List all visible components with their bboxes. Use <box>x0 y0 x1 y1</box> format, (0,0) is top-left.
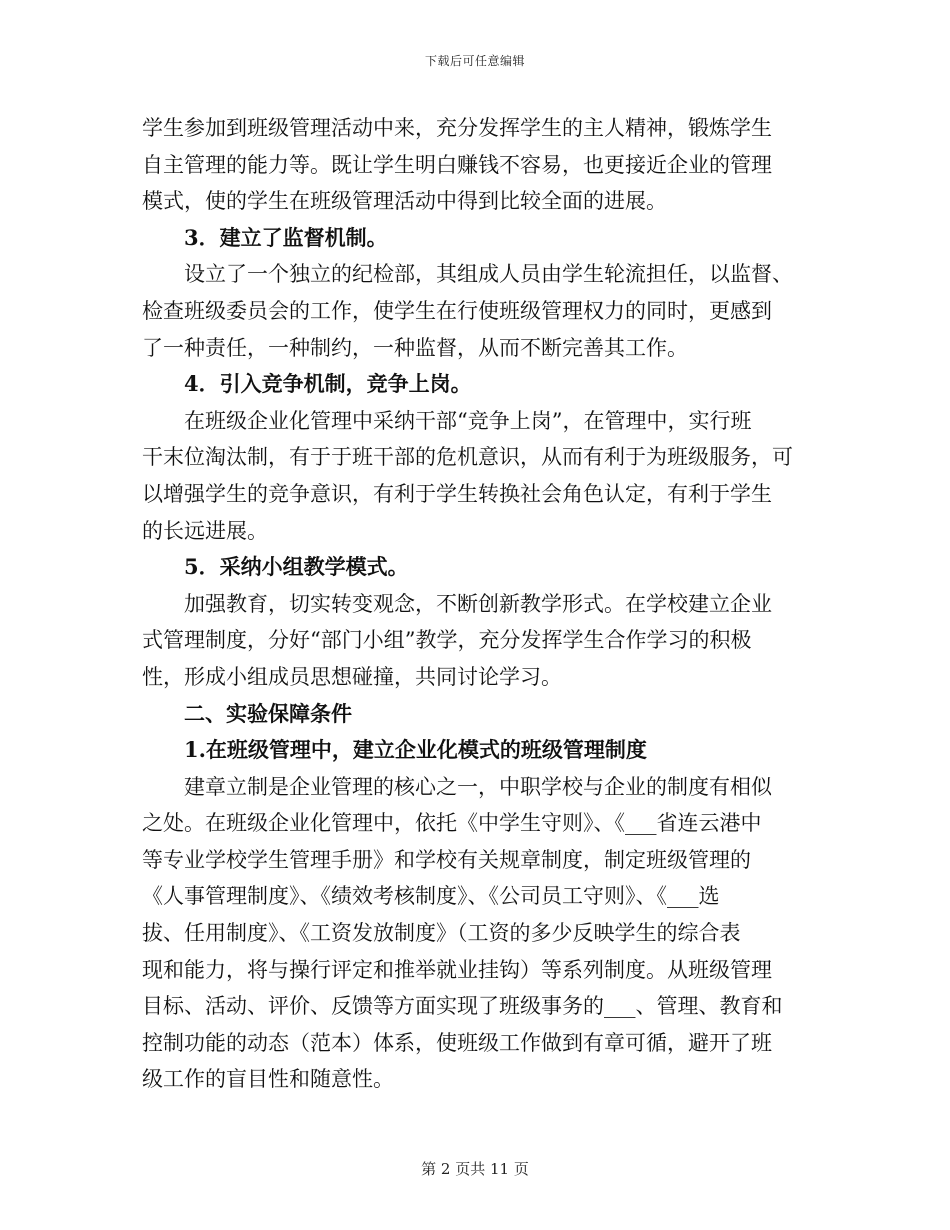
section-heading: 4．引入竞争机制，竞争上岗。 <box>184 371 472 397</box>
page-header: 下载后可任意编辑 <box>424 54 525 68</box>
body-text-line: 目标、活动、评价、反馈等方面实现了班级事务的___、管理、教育和 <box>142 994 783 1019</box>
body-text-line: 自主管理的能力等。既让学生明白赚钱不容易，也更接近企业的管理 <box>142 152 772 177</box>
section-heading: 二、实验保障条件 <box>184 700 352 726</box>
body-text-line: 拔、任用制度》、《工资发放制度》（工资的多少反映学生的综合表 <box>142 921 741 946</box>
section-heading: 5．采纳小组教学模式。 <box>184 554 409 580</box>
body-text-line: 学生参加到班级管理活动中来，充分发挥学生的主人精神，锻炼学生 <box>142 116 772 140</box>
body-text-line: 等专业学校学生管理手册》和学校有关规章制度，制定班级管理的 <box>142 847 751 872</box>
section-heading: 3．建立了监督机制。 <box>184 224 388 250</box>
body-text-line: 的长远进展。 <box>142 518 268 543</box>
section-heading: 1.在班级管理中，建立企业化模式的班级管理制度 <box>184 737 647 763</box>
body-text-line: 性，形成小组成员思想碰撞，共同讨论学习。 <box>142 664 562 689</box>
page-footer: 第 2 页共 11 页 <box>421 1160 529 1178</box>
body-text-line: 建章立制是企业管理的核心之一，中职学校与企业的制度有相似 <box>184 774 772 799</box>
body-text-line: 在班级企业化管理中采纳干部“竞争上岗”，在管理中，实行班 <box>184 408 752 433</box>
body-text-line: 现和能力，将与操行评定和推举就业挂钩）等系列制度。从班级管理 <box>142 957 772 982</box>
document-body <box>142 110 814 1098</box>
body-text-line: 之处。在班级企业化管理中，依托《中学生守则》、《___省连云港中 <box>142 811 762 836</box>
body-text-line: 检查班级委员会的工作，使学生在行使班级管理权力的同时，更感到 <box>142 298 772 323</box>
body-text-line: 以增强学生的竞争意识，有利于学生转换社会角色认定，有利于学生 <box>142 481 772 506</box>
body-text-line: 设立了一个独立的纪检部，其组成人员由学生轮流担任，以监督、 <box>184 262 793 287</box>
body-text-line: 加强教育，切实转变观念，不断创新教学形式。在学校建立企业 <box>184 591 772 616</box>
body-text-line: 式管理制度，分好“部门小组”教学，充分发挥学生合作学习的积极 <box>142 628 752 653</box>
body-text-line: 干末位淘汰制，有于于班干部的危机意识，从而有利于为班级服务，可 <box>142 445 793 470</box>
body-text-line: 模式，使的学生在班级管理活动中得到比较全面的进展。 <box>142 189 667 214</box>
body-text-line: 了一种责任，一种制约，一种监督，从而不断完善其工作。 <box>142 335 688 360</box>
body-text-line: 级工作的盲目性和随意性。 <box>142 1067 394 1092</box>
body-text-line: 《人事管理制度》、《绩效考核制度》、《公司员工守则》、《___选 <box>142 884 720 909</box>
body-text-line: 控制功能的动态（范本）体系，使班级工作做到有章可循，避开了班 <box>142 1030 772 1055</box>
